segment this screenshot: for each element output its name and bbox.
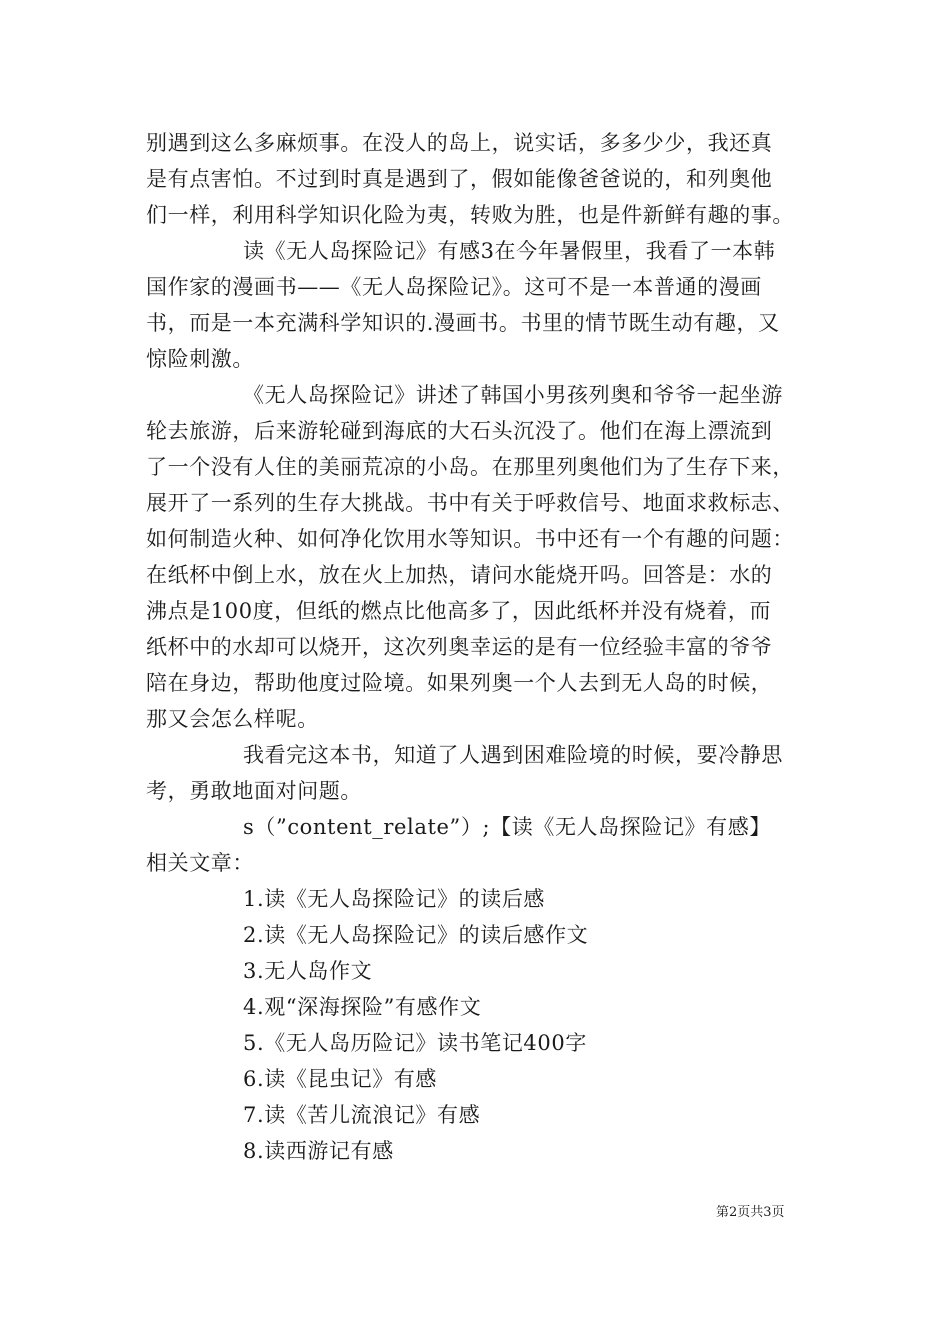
related-item[interactable]: 8.读西游记有感 [243,1139,394,1163]
related-item[interactable]: 5.《无人岛历险记》读书笔记400字 [243,1031,587,1055]
body-line: 《无人岛探险记》讲述了韩国小男孩列奥和爷爷一起坐游 [243,383,783,407]
related-item[interactable]: 4.观“深海探险”有感作文 [243,995,482,1019]
body-line: s（”content_relate”）;【读《无人岛探险记》有感】 [243,815,771,839]
body-line: 展开了一系列的生存大挑战。书中有关于呼救信号、地面求救标志、 [146,491,794,515]
body-line: 读《无人岛探险记》有感3在今年暑假里，我看了一本韩 [243,239,776,263]
body-line: 是有点害怕。不过到时真是遇到了，假如能像爸爸说的，和列奥他 [146,167,773,191]
body-line: 在纸杯中倒上水，放在火上加热，请问水能烧开吗。回答是：水的 [146,563,773,587]
body-line: 如何制造火种、如何净化饮用水等知识。书中还有一个有趣的问题： [146,527,794,551]
body-line: 考，勇敢地面对问题。 [146,779,362,803]
body-line: 惊险刺激。 [146,347,254,371]
related-item[interactable]: 7.读《苦儿流浪记》有感 [243,1103,481,1127]
body-line: 轮去旅游，后来游轮碰到海底的大石头沉没了。他们在海上漂流到 [146,419,773,443]
related-heading: 相关文章： [146,851,254,875]
body-line: 纸杯中的水却可以烧开，这次列奥幸运的是有一位经验丰富的爷爷 [146,635,773,659]
related-item[interactable]: 1.读《无人岛探险记》的读后感 [243,887,546,911]
page-number: 第2页共3页 [716,1205,785,1220]
body-line: 我看完这本书，知道了人遇到困难险境的时候，要冷静思 [243,743,783,767]
body-line: 国作家的漫画书——《无人岛探险记》。这可不是一本普通的漫画 [146,275,762,299]
related-item[interactable]: 3.无人岛作文 [243,959,373,983]
body-line: 沸点是100度，但纸的燃点比他高多了，因此纸杯并没有烧着，而 [146,599,772,623]
body-line: 书，而是一本充满科学知识的.漫画书。书里的情节既生动有趣，又 [146,311,780,335]
related-item[interactable]: 6.读《昆虫记》有感 [243,1067,438,1091]
body-line: 们一样，利用科学知识化险为夷，转败为胜，也是件新鲜有趣的事。 [146,203,794,227]
body-line: 了一个没有人住的美丽荒凉的小岛。在那里列奥他们为了生存下来， [146,455,794,479]
body-line: 那又会怎么样呢。 [146,707,319,731]
related-item[interactable]: 2.读《无人岛探险记》的读后感作文 [243,923,589,947]
body-line: 别遇到这么多麻烦事。在没人的岛上，说实话，多多少少，我还真 [146,131,773,155]
body-line: 陪在身边，帮助他度过险境。如果列奥一个人去到无人岛的时候， [146,671,773,695]
